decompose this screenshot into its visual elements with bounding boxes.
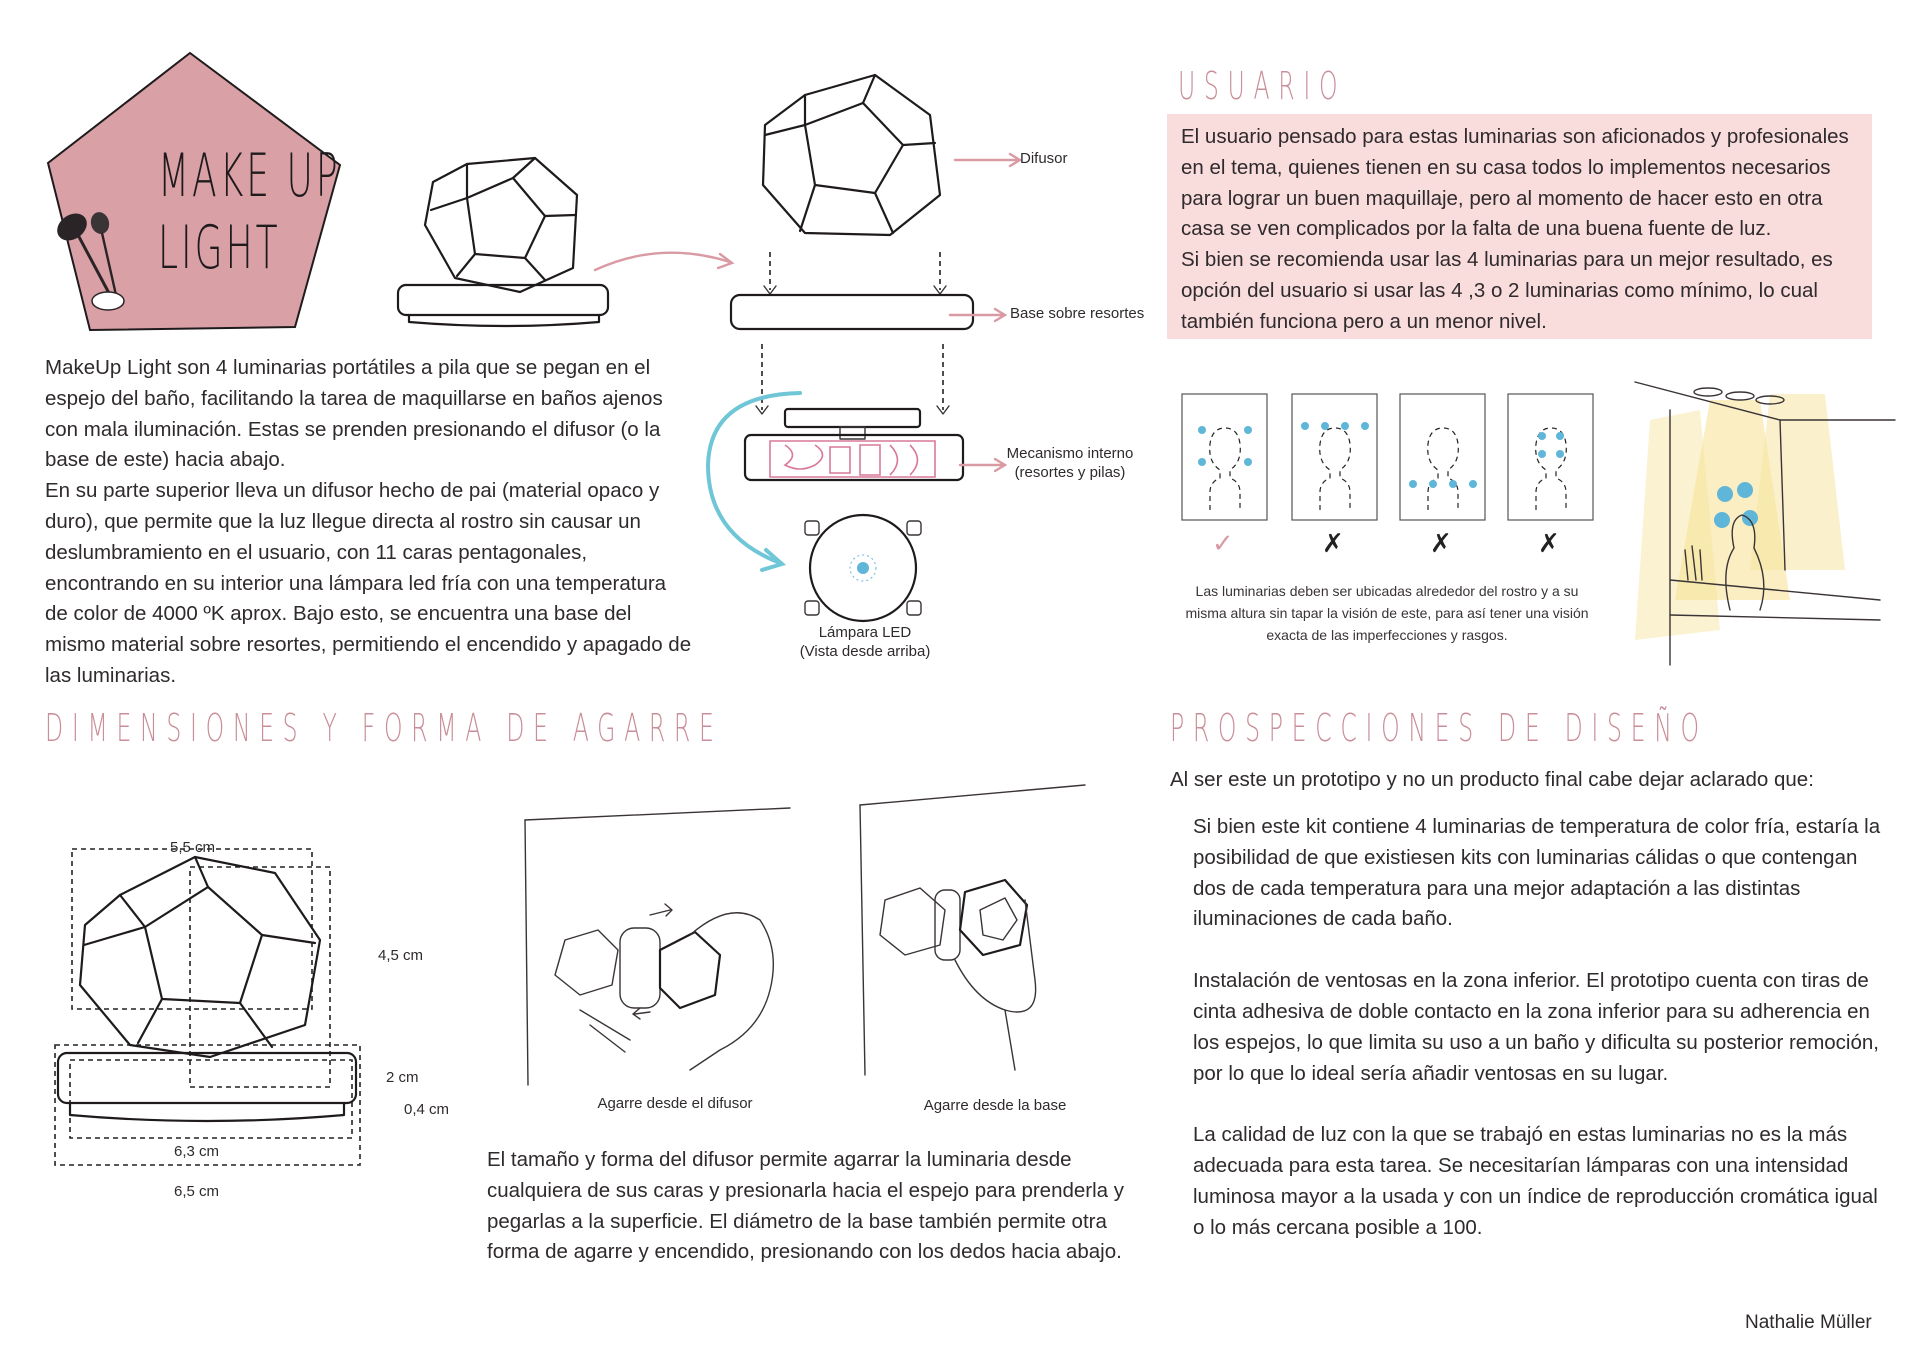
exploded-difusor: [745, 65, 955, 255]
prospecciones-paragraph-3: La calidad de luz con la que se trabajó en estas luminarias no es la más adecuada para esta tarea. Se necesitarían lámparas con una intensidad luminosa mayor a la usada y con un índice de reproducción cromática igual o lo más cercana posible a 100.: [1193, 1123, 1878, 1239]
label-mecanismo-2: (resortes y pilas): [1014, 464, 1126, 481]
label-mecanismo-1: Mecanismo interno: [1006, 445, 1134, 462]
grip-difusor-label: Agarre desde el difusor: [597, 1095, 753, 1112]
placement-mark-3: ✗: [1430, 528, 1452, 558]
grip-difusor-sketch: [520, 800, 800, 1090]
dim-base-gap: 0,4 cm: [404, 1101, 450, 1118]
dimensiones-heading: DIMENSIONES Y FORMA DE AGARRE: [45, 706, 723, 750]
placement-mark-4: ✗: [1538, 528, 1560, 558]
author-name: Nathalie Müller: [1745, 1312, 1872, 1333]
label-difusor: Difusor: [1020, 150, 1068, 167]
placement-frame-1: [1182, 394, 1267, 520]
label-lampara-2: (Vista desde arriba): [799, 643, 931, 660]
prospecciones-paragraph-2: Instalación de ventosas en la zona inferior. El prototipo cuenta con tiras de cinta adhesiva de doble contacto en la zona inferior para su adherencia en los espejos, lo que limita su uso a un baño y dificulta su posterior remoción, por lo que lo ideal sería añadir ventosas en su lugar.: [1193, 969, 1879, 1085]
usuario-paragraph-1: El usuario pensado para estas luminarias son aficionados y profesionales en el tema, quienes tienen en su casa todos lo implementos necesarios para lograr un buen maquillaje, pero al momento de hacer esto en otra casa se ven complicados por la falta de una buena fuente de luz.: [1181, 125, 1849, 241]
logo-line-2: LIGHT: [158, 213, 281, 283]
label-lampara: [775, 623, 955, 661]
prospecciones-intro: Al ser este un prototipo y no un producto final cabe dejar aclarado que:: [1170, 768, 1814, 791]
dimension-drawing: [50, 835, 420, 1195]
blue-curved-arrow: [690, 385, 810, 575]
dim-inner-width: 6,3 cm: [174, 1143, 220, 1160]
placement-mark-2: ✗: [1322, 528, 1344, 558]
makeup-brushes-icon: [50, 205, 135, 315]
dim-width-top: 5,5 cm: [170, 839, 216, 856]
logo-text: [118, 140, 341, 284]
placement-frame-3: [1400, 394, 1485, 520]
arrow-difusor: [950, 150, 1030, 170]
placement-caption: Las luminarias deben ser ubicadas alrededor del rostro y a su misma altura sin tapar la visión de este, para así tener una visión exacta de las imperfecciones y rasgos.: [1185, 583, 1589, 643]
grip-base-label: Agarre desde la base: [923, 1097, 1067, 1114]
prospecciones-paragraph-1: Si bien este kit contiene 4 luminarias de temperatura de color fría, estaría la posibilidad de que existiesen kits con luminarias cálidas o que contengan dos de cada temperatura para una mejor adaptación a las distintas iluminaciones de cada baño.: [1193, 815, 1881, 931]
intro-text: [45, 353, 693, 692]
arrow-to-exploded: [590, 240, 740, 280]
mirror-scene-illustration: [1630, 370, 1900, 670]
arrow-base: [945, 305, 1015, 325]
prospecciones-heading: PROSPECCIONES DE DISEÑO: [1170, 706, 1708, 750]
usuario-paragraph-2: Si bien se recomienda usar las 4 luminarias para un mejor resultado, es opción del usuario si usar las 4 ,3 o 2 luminarias como mínimo, lo cual también funciona pero a un menor nivel.: [1181, 248, 1833, 333]
placement-frame-4: [1508, 394, 1593, 520]
placement-mark-1: ✓: [1212, 528, 1234, 558]
usuario-box: [1167, 114, 1872, 339]
logo-line-1: MAKE UP: [158, 141, 341, 211]
label-lampara-1: Lámpara LED: [818, 624, 912, 641]
placement-diagrams: [1180, 392, 1600, 522]
intro-paragraph-1: MakeUp Light son 4 luminarias portátiles a pila que se pegan en el espejo del baño, facilitando la tarea de maquillarse en baños ajenos con mala iluminación. Estas se prenden presionando el difusor (o la base de este) hacia abajo.: [45, 356, 663, 472]
grip-base-sketch: [855, 780, 1095, 1080]
exploded-base: [728, 290, 978, 340]
label-mecanismo: [995, 444, 1145, 482]
label-base: Base sobre resortes: [1010, 305, 1145, 322]
prospecciones-list: [1193, 812, 1893, 1244]
lamp-illustration: [395, 150, 615, 330]
dimensiones-text: El tamaño y forma del difusor permite agarrar la luminaria desde cualquiera de sus caras y presionarla hacia el espejo para prenderla y pegarlas a la superficie. El diámetro de la base también permite otra forma de agarre y encendido, presionando con los dedos hacia abajo.: [487, 1148, 1125, 1264]
placement-frame-2: [1292, 394, 1377, 520]
usuario-heading: USUARIO: [1178, 64, 1347, 108]
dim-outer-width: 6,5 cm: [174, 1183, 220, 1200]
dim-height-difusor: 4,5 cm: [378, 947, 424, 964]
intro-paragraph-2: En su parte superior lleva un difusor hecho de pai (material opaco y duro), que permite que la luz llegue directa al rostro sin causar un deslumbramiento en el usuario, con 11 caras pentagonales, encontrando en su interior una lámpara led fría con una temperatura de color de 4000 ºK aprox. Bajo esto, se encuentra una base del mismo material sobre resortes, permitiendo el encendido y apagado de las luminarias.: [45, 479, 692, 687]
led-top-view: [800, 505, 930, 635]
dim-base-height: 2 cm: [386, 1069, 419, 1086]
